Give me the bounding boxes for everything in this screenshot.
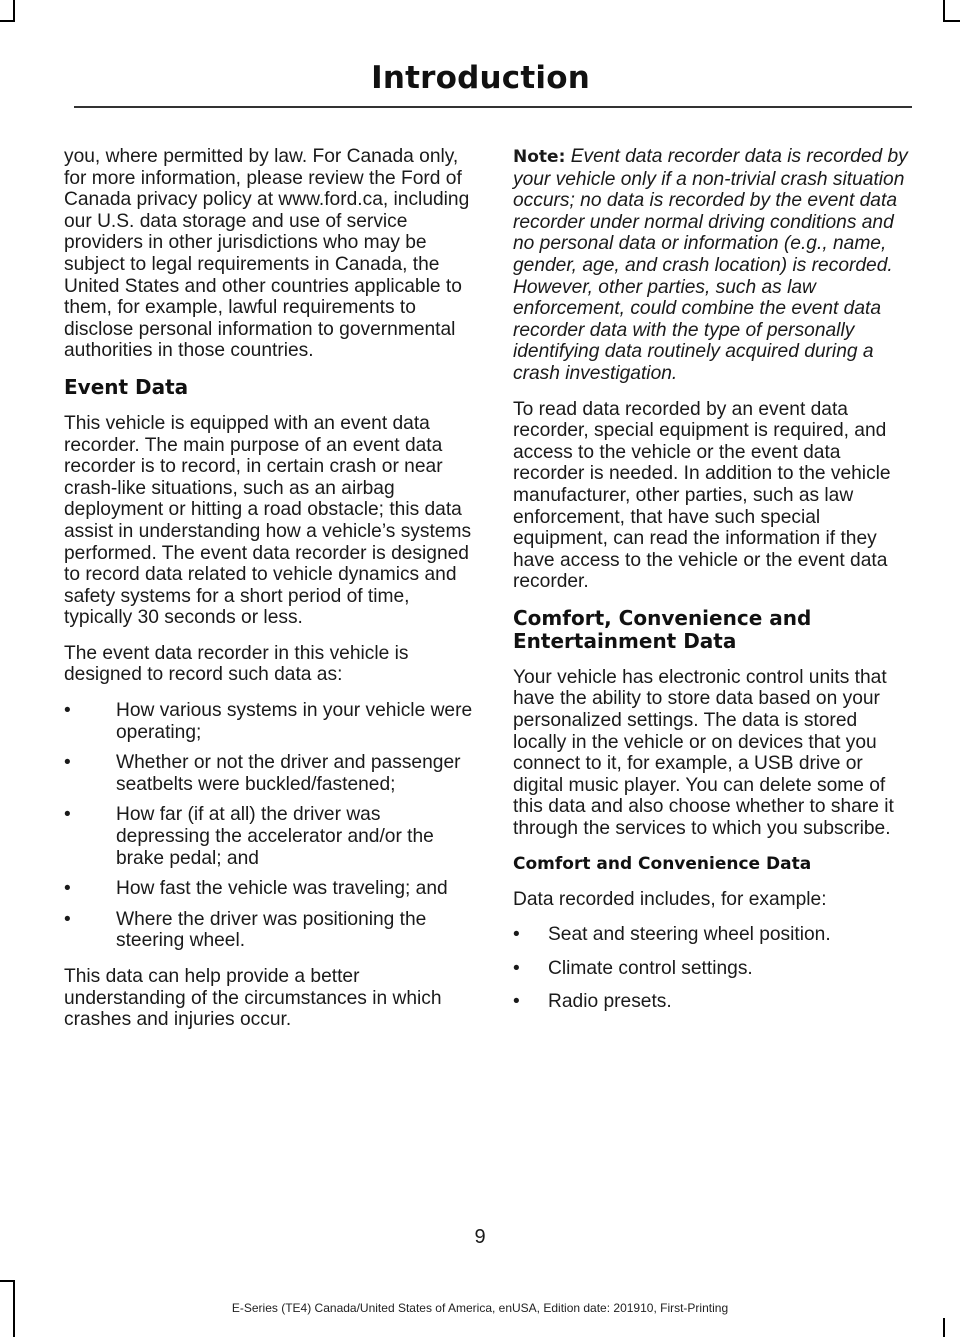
crop-mark-top-right-h [943, 20, 960, 22]
bullet-icon: • [64, 878, 71, 900]
event-data-heading: Event Data [64, 374, 189, 399]
crop-mark-top-right [943, 0, 945, 22]
closing-paragraph: This data can help provide a better understanding of the circumstances in which crashes and injuries occur. [64, 966, 442, 1031]
list-item [513, 924, 909, 946]
list-item [64, 878, 474, 900]
list-item [64, 909, 474, 952]
list-item-text: How fast the vehicle was traveling; and [116, 878, 448, 900]
page-title: Introduction [371, 60, 590, 96]
comfort-data-list [513, 924, 909, 1013]
bullet-icon: • [64, 804, 71, 826]
list-item-text: Climate control settings. [548, 957, 753, 979]
note-paragraph [513, 146, 909, 385]
bullet-icon: • [513, 991, 520, 1013]
list-item-text: How various systems in your vehicle were operating; [116, 700, 473, 743]
list-item [64, 752, 474, 795]
crop-mark-top-left-h [0, 20, 15, 22]
comfort-heading: Comfort, Convenience and Entertainment Data [513, 605, 812, 653]
note-text: Event data recorder data is recorded by your vehicle only if a non-trivial crash situation occurs; no data is recorded by the event data recorder under normal driving conditions and no personal data or information (e.g., name, gender, age, and crash location) is recorded. However, other parties, such as law enforcement, could combine the event data recorder data with the type of personally identifying data routinely acquired during a crash investigation. [513, 146, 908, 384]
right-column [513, 146, 909, 1027]
recorded-data-list [64, 700, 474, 952]
left-column [64, 146, 474, 1045]
list-item-text: Whether or not the driver and passenger seatbelts were buckled/fastened; [116, 752, 461, 795]
comfort-paragraph: Your vehicle has electronic control units that have the ability to store data based on your personalized settings. The data is stored locally in the vehicle or on devices that you connect to it, for example, a USB drive or digital music player. You can delete some of this data and also choose whether to share it through the services to which you subscribe. [513, 666, 894, 840]
bullet-icon: • [64, 700, 71, 722]
header-divider [74, 106, 912, 108]
recorded-intro-paragraph: Data recorded includes, for example: [513, 888, 827, 910]
list-item-text: Where the driver was positioning the steering wheel. [116, 908, 427, 952]
list-item [513, 991, 909, 1013]
bullet-icon: • [64, 908, 71, 930]
crop-mark-top-left [13, 0, 15, 22]
crop-mark-bottom-left-h [0, 1280, 15, 1282]
intro-paragraph: you, where permitted by law. For Canada only, for more information, please review the Ford of Canada privacy policy at www.ford.ca, including our U.S. data storage and use of service providers in other jurisdictions who may be subject to legal requirements in Canada, the United States and other countries applicable to them, for example, lawful requirements to disclose personal information to governmental authorities in those countries. [64, 146, 470, 362]
bullet-icon: • [513, 924, 520, 946]
edition-footer: E-Series (TE4) Canada/United States of America, enUSA, Edition date: 201910, First-Printing [231, 1301, 729, 1315]
list-item-text: Radio presets. [548, 991, 672, 1013]
list-item-text: Seat and steering wheel position. [548, 924, 831, 946]
record-intro-paragraph: The event data recorder in this vehicle is designed to record such data as: [64, 642, 409, 686]
list-item [64, 804, 474, 869]
convenience-subheading: Comfort and Convenience Data [513, 853, 812, 874]
bullet-icon: • [513, 957, 520, 979]
list-item [513, 958, 909, 980]
page-number: 9 [474, 1226, 486, 1248]
list-item-text: How far (if at all) the driver was depressing the accelerator and/or the brake pedal; and [116, 804, 434, 869]
event-data-paragraph: This vehicle is equipped with an event data recorder. The main purpose of an event data recorder is to record, in certain crash or near crash-like situations, such as an airbag deployment or hitting a road obstacle; this data assist in understanding how a vehicle’s systems performed. The event data recorder is designed to record data related to vehicle dynamics and safety systems for a short period of time, typically 30 seconds or less. [64, 412, 472, 629]
list-item [64, 700, 474, 743]
note-label: Note: [513, 147, 566, 167]
read-data-paragraph: To read data recorded by an event data recorder, special equipment is required, and access to the vehicle or the event data recorder is needed. In addition to the vehicle manufacturer, other parties, such as law enforcement, that have such special equipment, can read the information if they have access to the vehicle or the event data recorder. [513, 398, 891, 593]
crop-mark-bottom-right [943, 1318, 945, 1337]
bullet-icon: • [64, 752, 71, 774]
